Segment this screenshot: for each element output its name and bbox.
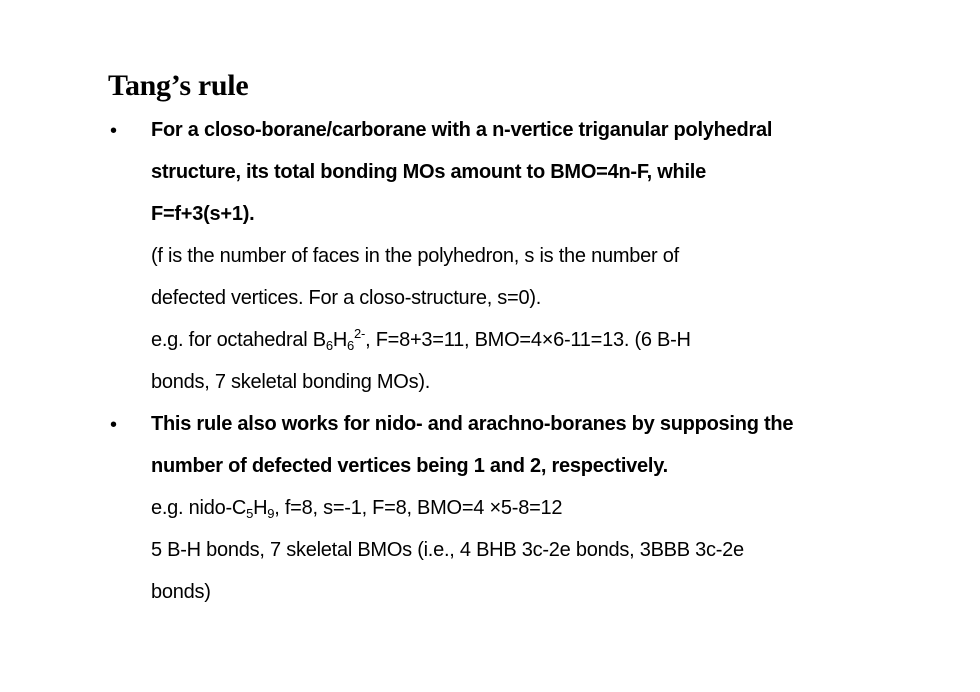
bullet-2-line-2: number of defected vertices being 1 and 2, respectively. [151, 455, 668, 477]
element-h: H [332, 329, 348, 351]
bullet-marker-2: • [110, 414, 118, 436]
subscript: 6 [347, 338, 355, 353]
bullet-2-line-1: This rule also works for nido- and arachno-boranes by supposing the [151, 413, 794, 435]
subscript: 5 [246, 506, 254, 521]
example-suffix: , F=8+3=11, BMO=4×6-11=13. (6 B-H [365, 329, 691, 351]
note-line-2: defected vertices. For a closo-structure, s=0). [151, 287, 542, 309]
example-suffix: , f=8, s=-1, F=8, BMO=4 ×5-8=12 [274, 497, 563, 519]
bullet-1-line-3: F=f+3(s+1). [151, 203, 255, 225]
subscript: 9 [267, 506, 275, 521]
bullet-marker-1: • [110, 120, 118, 142]
note-line-1: (f is the number of faces in the polyhedron, s is the number of [151, 245, 679, 267]
example-nido [151, 487, 562, 529]
charge-superscript: 2- [354, 326, 366, 341]
slide-title: Tang’s rule [108, 69, 249, 102]
bonds-line-1: 5 B-H bonds, 7 skeletal BMOs (i.e., 4 BHB 3c-2e bonds, 3BBB 3c-2e [151, 539, 744, 561]
bullet-1-line-1: For a closo-borane/carborane with a n-vertice triganular polyhedral [151, 119, 773, 141]
example-octahedral [151, 319, 691, 361]
bonds-line-2: bonds) [151, 581, 211, 603]
subscript: 6 [325, 338, 333, 353]
bullet-1-line-2: structure, its total bonding MOs amount to BMO=4n-F, while [151, 161, 706, 183]
example-line-2: bonds, 7 skeletal bonding MOs). [151, 371, 431, 393]
example-prefix: e.g. nido-C [151, 497, 247, 519]
element-h: H [253, 497, 268, 519]
example-prefix: e.g. for octahedral B [151, 329, 326, 351]
